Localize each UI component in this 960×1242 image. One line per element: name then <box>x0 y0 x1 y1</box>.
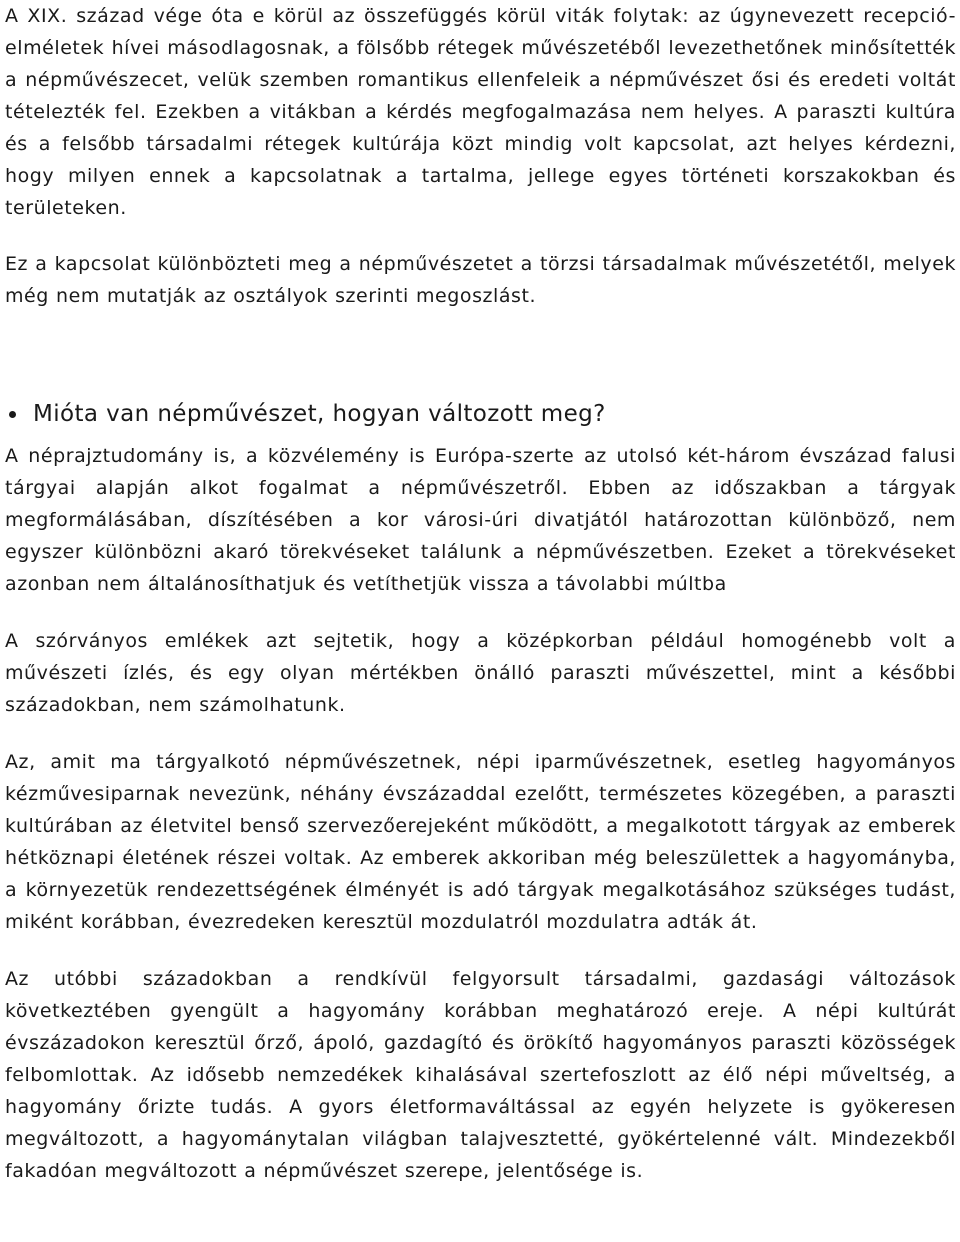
paragraph-section-3: Az, amit ma tárgyalkotó népművészetnek, népi iparművészetnek, esetleg hagyományos kézművesiparnak nevezünk, néhány évszázaddal ezelőtt, természetes közegében, a paraszti kultúrában az életvitel benső szervezőerejeként működött, a megalkotott tárgyak az emberek hétköznapi életének részei voltak. Az emberek akkoriban még beleszülettek a hagyományba, a környezetük rendezettségének élményét is adó tárgyak megalkotásához szükséges tudást, miként korábban, évezredeken keresztül mozdulatról mozdulatra adták át. <box>5 751 956 933</box>
bullet-icon <box>9 411 16 418</box>
section-heading <box>5 398 956 430</box>
section-heading-text: Mióta van népművészet, hogyan változott meg? <box>33 401 606 427</box>
paragraph-intro-1: A XIX. század vége óta e körül az összefüggés körül viták folytak: az úgynevezett recepció-elméletek hívei másodlagosnak, a fölsőbb rétegek művészetéből levezethetőnek minősítették a népművészecet, velük szemben romantikus ellenfeleik a népművészet ősi és eredeti voltát tételezték fel. Ezekben a vitákban a kérdés megfogalmazása nem helyes. A paraszti kultúra és a felsőbb társadalmi rétegek kultúrája közt mindig volt kapcsolat, azt helyes kérdezni, hogy milyen ennek a kapcsolatnak a tartalma, jellege egyes történeti korszakokban és területeken. <box>5 5 956 219</box>
paragraph-section-1: A néprajztudomány is, a közvélemény is Európa-szerte az utolsó két-három évszázad falusi tárgyai alapján alkot fogalmat a népművészetről. Ebben az időszakban a tárgyak megformálásában, díszítésében a kor városi-úri divatjától határozottan különböző, nem egyszer különbözni akaró törekvéseket találunk a népművészetben. Ezeket a törekvéseket azonban nem általánosíthatjuk és vetíthetjük vissza a távolabbi múltba <box>5 445 956 595</box>
paragraph-section-2: A szórványos emlékek azt sejtetik, hogy a középkorban például homogénebb volt a művészeti ízlés, és egy olyan mértékben önálló paraszti művészettel, mint a későbbi századokban, nem számolhatunk. <box>5 630 956 716</box>
document-page <box>5 0 956 1187</box>
paragraph-section-4: Az utóbbi századokban a rendkívül felgyorsult társadalmi, gazdasági változások következtében gyengült a hagyomány korábban meghatározó ereje. A népi kultúrát évszázadokon keresztül őrző, ápoló, gazdagító és örökítő hagyományos paraszti közösségek felbomlottak. Az idősebb nemzedékek kihalásával szertefoszlott az élő népi műveltség, a hagyomány őrizte tudás. A gyors életformaváltással az egyén helyzete is gyökeresen megváltozott, a hagyománytalan világban talajvesztetté, gyökértelenné vált. Mindezekből fakadóan megváltozott a népművészet szerepe, jelentősége is. <box>5 968 956 1182</box>
paragraph-intro-2: Ez a kapcsolat különbözteti meg a népművészetet a törzsi társadalmak művészetétől, melyek még nem mutatják az osztályok szerinti megoszlást. <box>5 253 956 307</box>
